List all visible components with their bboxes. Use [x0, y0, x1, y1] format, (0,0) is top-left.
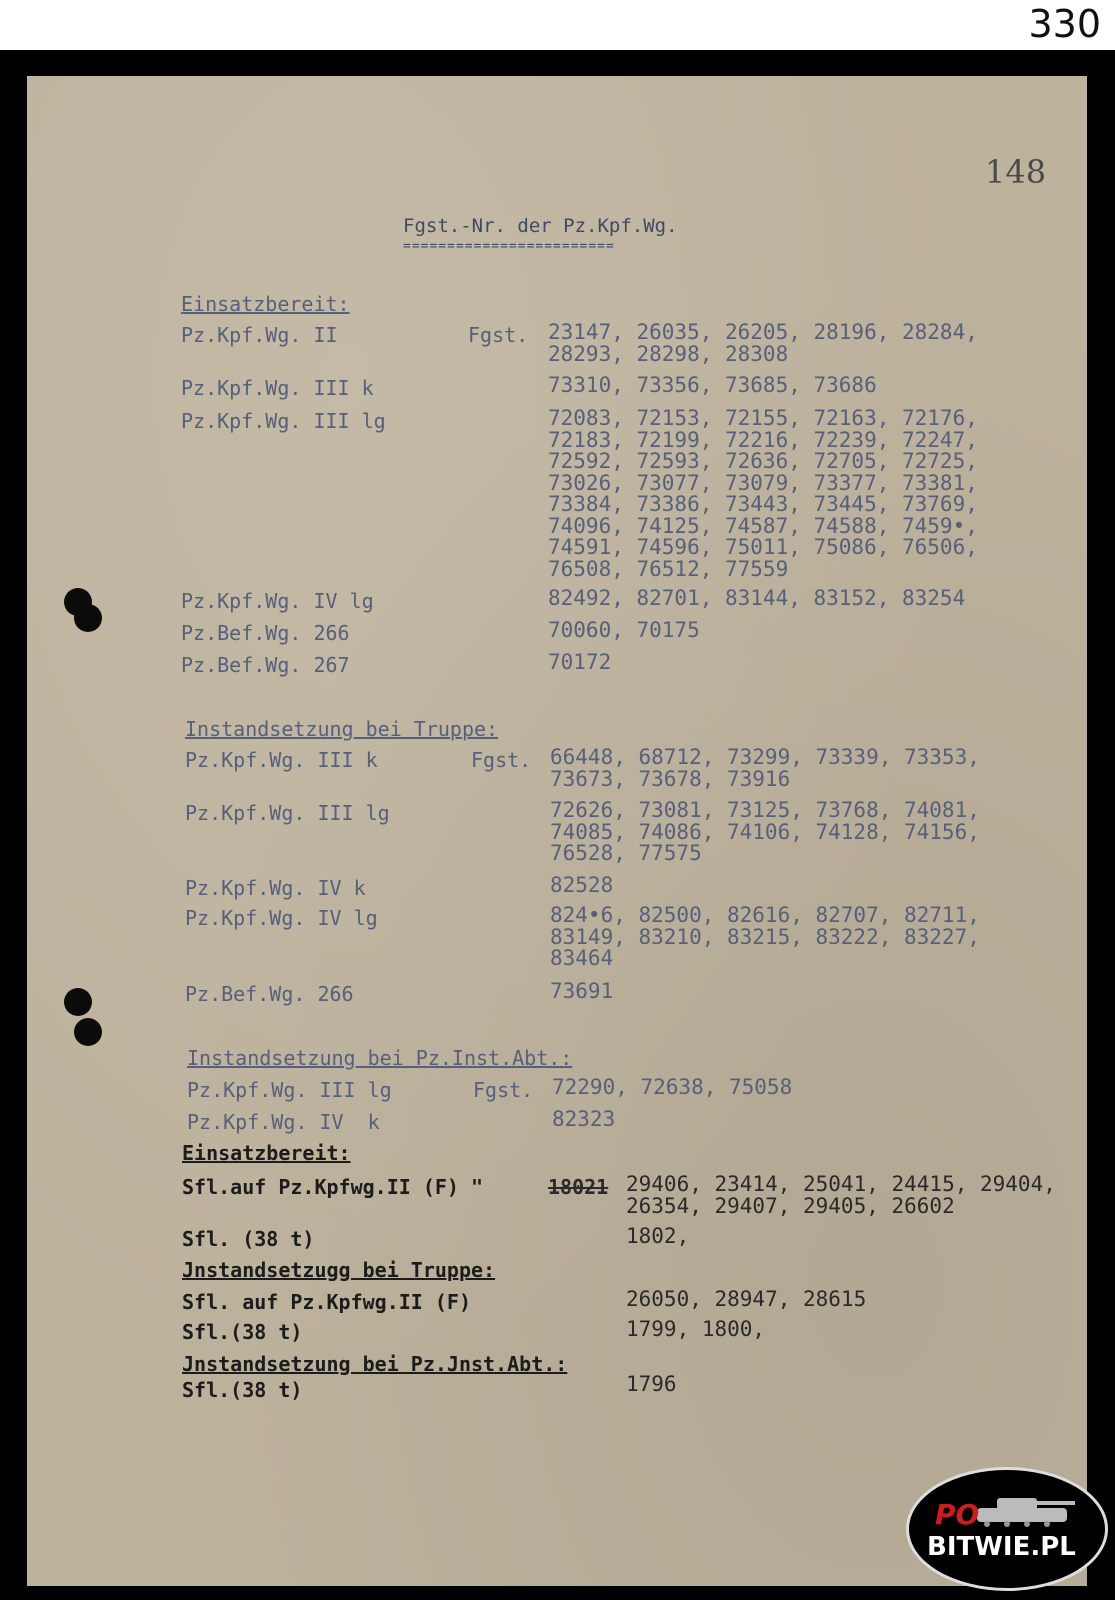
fgst-label: Fgst.: [468, 323, 529, 347]
fgst-label: Fgst.: [471, 748, 532, 772]
vehicle-label: Sfl. (38 t): [182, 1227, 315, 1251]
vehicle-label: Pz.Kpf.Wg. III lg: [181, 409, 386, 433]
section-heading-instandsetzung-truppe: Instandsetzung bei Truppe:: [185, 717, 499, 741]
vehicle-label: Sfl.(38 t): [182, 1320, 303, 1344]
chassis-numbers: 72290, 72638, 75058: [552, 1075, 793, 1099]
chassis-numbers: 73310, 73356, 73685, 73686: [548, 373, 877, 397]
vehicle-label: Pz.Kpf.Wg. IV lg: [185, 906, 378, 930]
chassis-numbers: 29406, 23414, 25041, 24415, 29404, 26354, 29407, 29405, 26602: [626, 1172, 1056, 1218]
document-title: Fgst.-Nr. der Pz.Kpf.Wg.: [403, 215, 678, 237]
vehicle-label: Pz.Kpf.Wg. III k: [185, 748, 378, 772]
punch-hole-bottom: [64, 988, 92, 1016]
section-heading-einsatzbereit-sfl: Einsatzbereit:: [182, 1141, 351, 1165]
punch-hole-bottom-lower: [74, 1018, 102, 1046]
page-number: 330: [1028, 2, 1101, 46]
vehicle-label: Pz.Kpf.Wg. II: [181, 323, 338, 347]
logo-bitwie-text: BITWIE.PL: [927, 1532, 1076, 1562]
vehicle-label: Pz.Kpf.Wg. III lg: [187, 1078, 392, 1102]
vehicle-label: Pz.Kpf.Wg. IV lg: [181, 589, 374, 613]
top-bar: [0, 0, 1115, 50]
vehicle-label: Pz.Bef.Wg. 267: [181, 653, 350, 677]
tank-icon: [967, 1490, 1077, 1530]
chassis-numbers: 1799, 1800,: [626, 1317, 766, 1341]
chassis-numbers: 72083, 72153, 72155, 72163, 72176, 72183, 72199, 72216, 72239, 72247, 72592, 72593, 72636, 72705, 72725, 73026, 73077, 73079, 73377, 73381, 73384, 73386, 73443, 73445, 73769, 74096, 74125, 74587, 74588, 7459•, 74591, 74596, 75011, 75086, 76506, 76508, 76512, 77559: [548, 406, 978, 581]
chassis-numbers: 23147, 26035, 26205, 28196, 28284, 28293, 28298, 28308: [548, 320, 978, 366]
chassis-numbers: 82528: [550, 873, 614, 897]
chassis-numbers: 73691: [550, 979, 614, 1003]
struck-out-text: 18021: [548, 1175, 609, 1199]
folio-number: 148: [985, 153, 1047, 191]
vehicle-label: Pz.Kpf.Wg. III lg: [185, 801, 390, 825]
section-heading-jnstandsetzung-truppe: Jnstandsetzugg bei Truppe:: [182, 1258, 496, 1282]
punch-hole-top-lower: [74, 604, 102, 632]
chassis-numbers: 82323: [552, 1107, 616, 1131]
chassis-numbers: 72626, 73081, 73125, 73768, 74081, 74085, 74086, 74106, 74128, 74156, 76528, 77575: [550, 798, 980, 865]
vehicle-label: Pz.Bef.Wg. 266: [181, 621, 350, 645]
chassis-numbers: 66448, 68712, 73299, 73339, 73353, 73673, 73678, 73916: [550, 745, 980, 791]
chassis-numbers: 70172: [548, 650, 612, 674]
logo-po-text: PO: [935, 1498, 980, 1531]
vehicle-label: Sfl.(38 t): [182, 1378, 303, 1402]
vehicle-label: Pz.Bef.Wg. 266: [185, 982, 354, 1006]
chassis-numbers: 70060, 70175: [548, 618, 700, 642]
chassis-numbers: 824•6, 82500, 82616, 82707, 82711, 83149, 83210, 83215, 83222, 83227, 83464: [550, 903, 980, 970]
fgst-label: Fgst.: [473, 1078, 534, 1102]
section-heading-einsatzbereit: Einsatzbereit:: [181, 292, 350, 316]
vehicle-label: Pz.Kpf.Wg. IV k: [187, 1110, 380, 1134]
vehicle-label: Sfl. auf Pz.Kpfwg.II (F): [182, 1290, 471, 1314]
vehicle-label: Sfl.auf Pz.Kpfwg.II (F) ": [182, 1175, 484, 1199]
vehicle-label: Pz.Kpf.Wg. IV k: [185, 876, 366, 900]
chassis-numbers: 1802,: [626, 1224, 690, 1248]
vehicle-label: Pz.Kpf.Wg. III k: [181, 376, 374, 400]
title-underline: ========================: [403, 239, 615, 254]
pobitwie-logo: [906, 1467, 1108, 1591]
chassis-numbers: 26050, 28947, 28615: [626, 1287, 867, 1311]
chassis-numbers: 1796: [626, 1372, 677, 1396]
chassis-numbers: 82492, 82701, 83144, 83152, 83254: [548, 586, 966, 610]
section-heading-instandsetzung-abt: Instandsetzung bei Pz.Inst.Abt.:: [187, 1046, 573, 1070]
section-heading-jnstandsetzung-abt: Jnstandsetzung bei Pz.Jnst.Abt.:: [182, 1352, 568, 1376]
